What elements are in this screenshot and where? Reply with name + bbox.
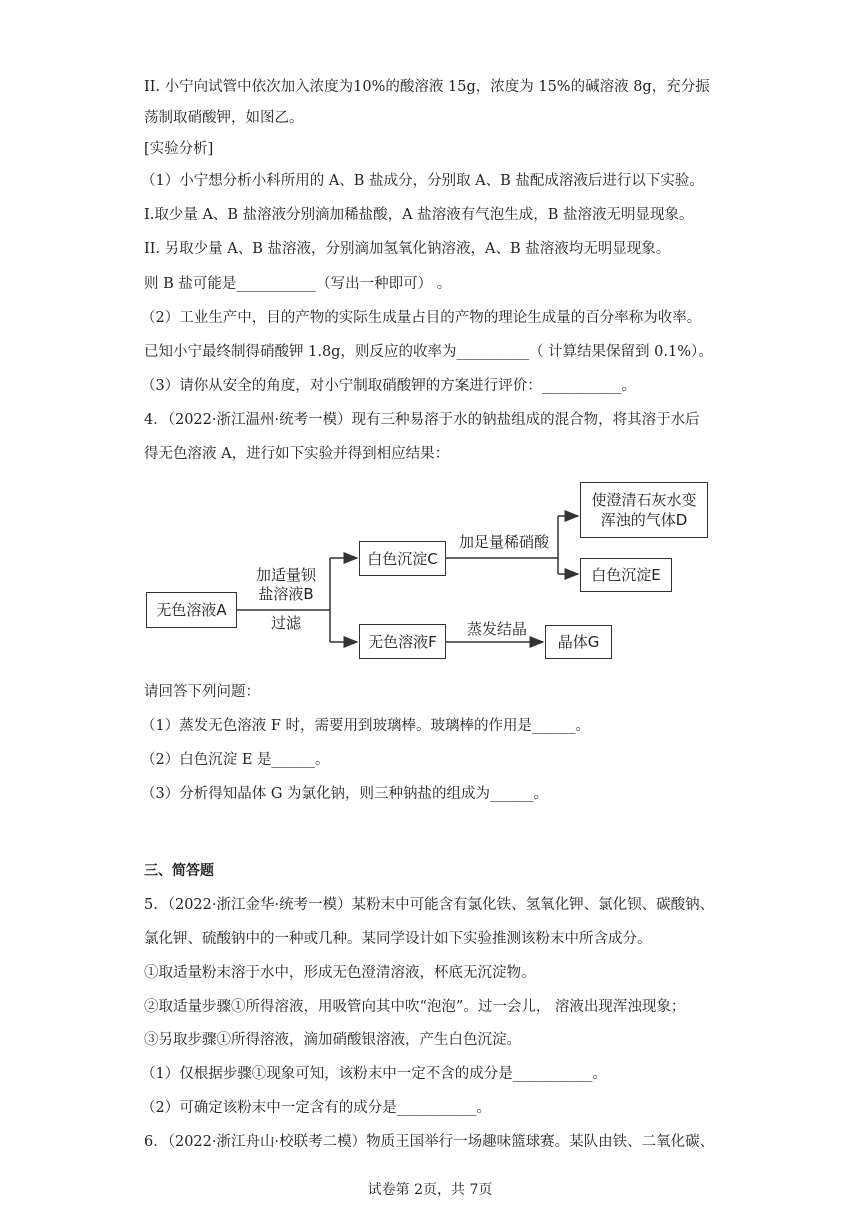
label-evaporate: 蒸发结晶 xyxy=(466,620,527,638)
text-line-2: 荡制取硝酸钾，如图乙。 xyxy=(144,110,304,126)
text-line-4: （1）小宁想分析小科所用的 A、B 盐成分，分别取 A、B 盐配成溶液后进行以下实验。 xyxy=(141,173,704,189)
label-barium-salt-1: 加适量钡 xyxy=(255,566,316,584)
flow-diagram xyxy=(140,470,720,670)
page-footer: 试卷第 2页，共 7页 xyxy=(367,1182,493,1198)
step-1: ①取适量粉末溶于水中，形成无色澄清溶液，杯底无沉淀物。 xyxy=(144,965,536,981)
label-filter: 过滤 xyxy=(270,614,301,632)
question-5-sub-2: （2）可确定该粉末中一定含有的成分是___________。 xyxy=(141,1100,491,1116)
question-5-sub-1: （1）仅根据步骤①现象可知，该粉末中一定不含的成分是___________。 xyxy=(141,1066,607,1082)
text-line-7: 则 B 盐可能是___________（写出一种即可） 。 xyxy=(144,276,452,292)
label-barium-salt-2: 盐溶液B xyxy=(258,585,314,603)
label-nitric-acid: 加足量稀硝酸 xyxy=(458,533,549,551)
box-gas-d xyxy=(580,482,708,538)
text-line-10: （3）请你从安全的角度，对小宁制取硝酸钾的方案进行评价：___________。 xyxy=(141,378,636,394)
box-precipitate-c: 白色沉淀C xyxy=(359,541,446,576)
text-line-13: 请回答下列问题： xyxy=(144,684,260,700)
text-line-3: [实验分析] xyxy=(144,141,214,157)
question-5-line-2: 氯化钾、硫酸钠中的一种或几种。某同学设计如下实验推测该粉末中所含成分。 xyxy=(144,931,652,947)
text-line-1: II. 小宁向试管中依次加入浓度为10%的酸溶液 15g，浓度为 15%的碱溶液 8g，充分振 xyxy=(144,79,710,95)
text-line-16: （3）分析得知晶体 G 为氯化钠，则三种钠盐的组成为______。 xyxy=(141,786,549,802)
box-solution-a: 无色溶液A xyxy=(146,592,237,628)
step-3: ③另取步骤①所得溶液，滴加硝酸银溶液，产生白色沉淀。 xyxy=(144,1032,521,1048)
gas-d-line-1: 使澄清石灰水变 xyxy=(591,491,697,509)
text-line-9: 已知小宁最终制得硝酸钾 1.8g，则反应的收率为__________（ 计算结果保留到 0.1%）。 xyxy=(144,344,713,360)
question-5-line-1: 5．（2022·浙江金华·统考一模）某粉末中可能含有氯化铁、氢氧化钾、氯化钡、碳酸钠、 xyxy=(144,897,715,913)
section-heading: 三、简答题 xyxy=(144,863,214,879)
gas-d-line-2: 浑浊的气体D xyxy=(600,511,688,529)
question-4-line-1: 4．（2022·浙江温州·统考一模）现有三种易溶于水的钠盐组成的混合物，将其溶于水后 xyxy=(144,412,700,428)
text-line-15: （2）白色沉淀 E 是______。 xyxy=(141,752,330,768)
text-line-8: （2）工业生产中，目的产物的实际生成量占目的产物的理论生成量的百分率称为收率。 xyxy=(141,310,702,326)
box-precipitate-e: 白色沉淀E xyxy=(580,558,672,592)
text-line-5: I.取少量 A、B 盐溶液分别滴加稀盐酸，A 盐溶液有气泡生成，B 盐溶液无明显现象。 xyxy=(144,207,694,223)
step-2: ②取适量步骤①所得溶液，用吸管向其中吹“泡泡”。过一会儿， 溶液出现浑浊现象； xyxy=(144,999,686,1015)
box-crystal-g: 晶体G xyxy=(545,625,612,659)
question-4-line-2: 得无色溶液 A，进行如下实验并得到相应结果： xyxy=(144,446,450,462)
text-line-14: （1）蒸发无色溶液 F 时，需要用到玻璃棒。玻璃棒的作用是______。 xyxy=(141,718,591,734)
text-line-6: II. 另取少量 A、B 盐溶液，分别滴加氢氧化钠溶液，A、B 盐溶液均无明显现象。 xyxy=(144,241,671,257)
question-6-line-1: 6．（2022·浙江舟山·校联考二模）物质王国举行一场趣味篮球赛。某队由铁、二氧化碳、 xyxy=(144,1134,715,1150)
box-solution-f: 无色溶液F xyxy=(359,624,446,659)
